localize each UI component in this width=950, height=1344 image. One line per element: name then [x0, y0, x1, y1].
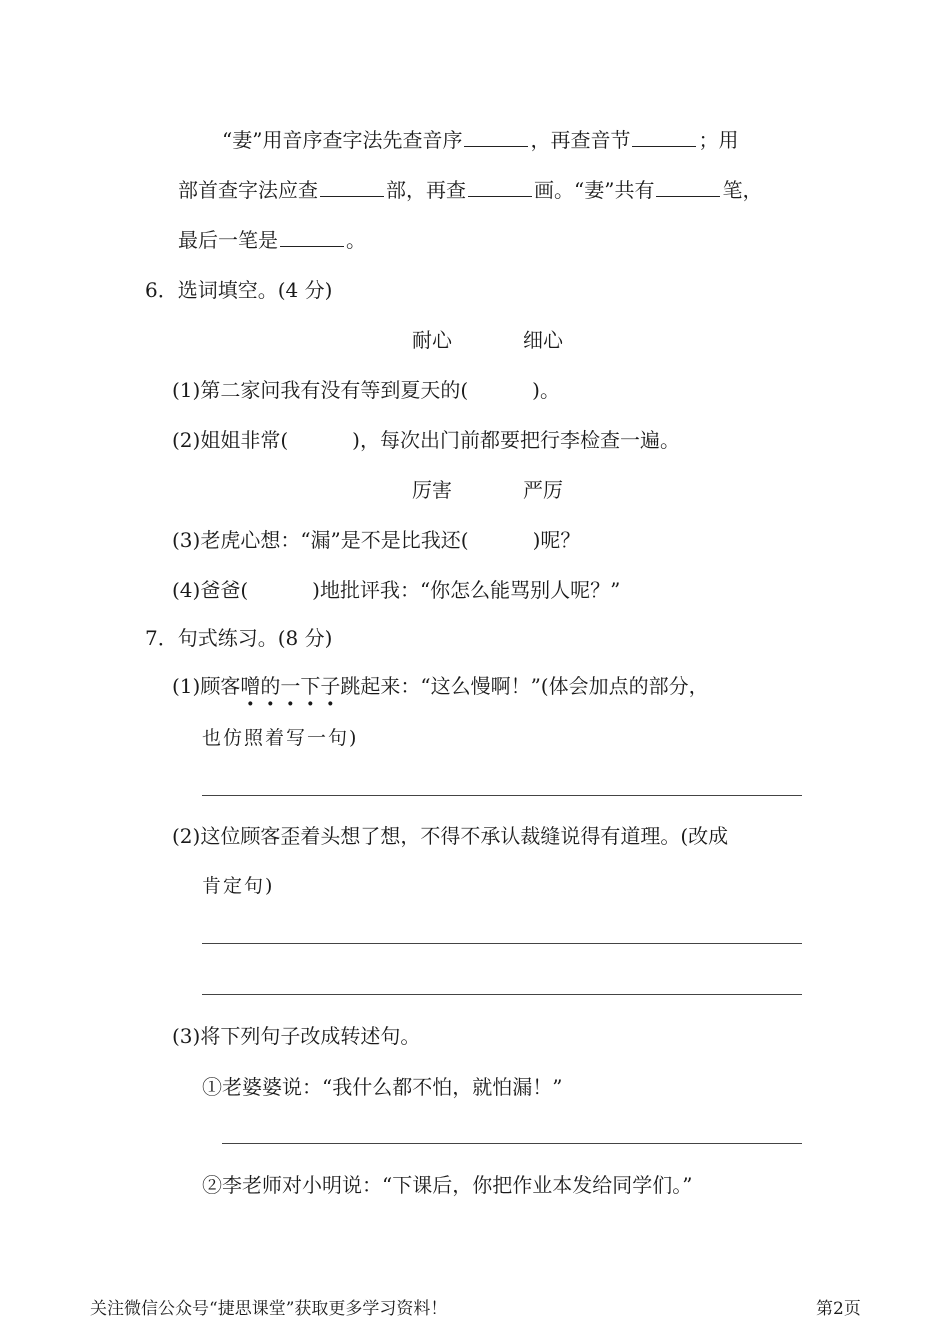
sentence-text: (1)顾客 — [172, 674, 241, 698]
dotted-char: 子 — [320, 674, 341, 698]
sentence-text: 跳起来：“这么慢啊！”(体会加点的部分， — [340, 674, 709, 698]
q7-title: 7．句式练习。(8 分) — [145, 626, 333, 650]
answer-blank[interactable] — [464, 128, 528, 147]
word-option: 耐心 — [412, 328, 452, 352]
answer-blank[interactable] — [632, 128, 696, 147]
dotted-char: 噌 — [240, 674, 261, 698]
q5-text: ；用 — [698, 128, 739, 152]
q5-line-3 — [178, 226, 366, 254]
q5-text: 笔， — [722, 178, 763, 202]
dotted-char: 的 — [260, 674, 281, 698]
q5-text: 最后一笔是 — [178, 228, 278, 252]
footer-notice: 关注微信公众号“捷思课堂”获取更多学习资料！ — [90, 1299, 448, 1319]
q7-part-2-cont: 肯定句) — [202, 875, 275, 897]
q7-part-3-item-1: ①老婆婆说：“我什么都不怕，就怕漏！” — [202, 1075, 563, 1099]
q5-text: 画。“妻”共有 — [534, 178, 655, 202]
q5-line-1 — [222, 126, 738, 154]
q7-part-3-item-2: ②李老师对小明说：“下课后，你把作业本发给同学们。” — [202, 1173, 693, 1197]
dotted-char: 一 — [280, 674, 301, 698]
answer-blank[interactable] — [280, 228, 344, 247]
sentence-text: )呢？ — [532, 528, 581, 552]
answer-blank[interactable] — [320, 178, 384, 197]
q5-text: 。 — [346, 228, 366, 252]
q5-text: 部首查字法应查 — [178, 178, 318, 202]
sentence-text: )。 — [532, 378, 560, 402]
word-option: 厉害 — [412, 478, 452, 502]
word-option: 严厉 — [523, 478, 563, 502]
dotted-char: 下 — [300, 674, 321, 698]
q5-text: “妻”用音序查字法先查音序 — [222, 128, 463, 152]
q7-part-2: (2)这位顾客歪着头想了想，不得不承认裁缝说得有道理。(改成 — [172, 824, 729, 848]
q5-text: 部，再查 — [386, 178, 466, 202]
q6-title: 6．选词填空。(4 分) — [145, 278, 333, 302]
answer-blank[interactable] — [656, 178, 720, 197]
answer-line[interactable] — [222, 1143, 802, 1144]
word-option: 细心 — [523, 328, 563, 352]
answer-line[interactable] — [202, 795, 802, 796]
sentence-text: )，每次出门前都要把行李检查一遍。 — [352, 428, 680, 452]
q7-part-3-title: (3)将下列句子改成转述句。 — [172, 1024, 421, 1048]
q5-line-2 — [178, 176, 762, 204]
q6-sentence-2 — [172, 426, 680, 454]
answer-line[interactable] — [202, 994, 802, 995]
answer-line[interactable] — [202, 943, 802, 944]
q7-part-1-cont: 也仿照着写一句) — [202, 727, 359, 749]
q5-text: ，再查音节 — [530, 128, 631, 152]
sentence-text: )地批评我：“你怎么能骂别人呢？” — [312, 578, 621, 602]
q7-part-1 — [172, 672, 709, 700]
sentence-text: (3)老虎心想：“漏”是不是比我还( — [172, 528, 469, 552]
page-number: 第2页 — [816, 1299, 861, 1319]
answer-blank[interactable] — [468, 178, 532, 197]
sentence-text: (2)姐姐非常( — [172, 428, 289, 452]
q6-sentence-1 — [172, 376, 560, 404]
sentence-text: (1)第二家问我有没有等到夏天的( — [172, 378, 469, 402]
q6-sentence-3 — [172, 526, 580, 554]
q6-sentence-4 — [172, 576, 620, 604]
sentence-text: (4)爸爸( — [172, 578, 249, 602]
